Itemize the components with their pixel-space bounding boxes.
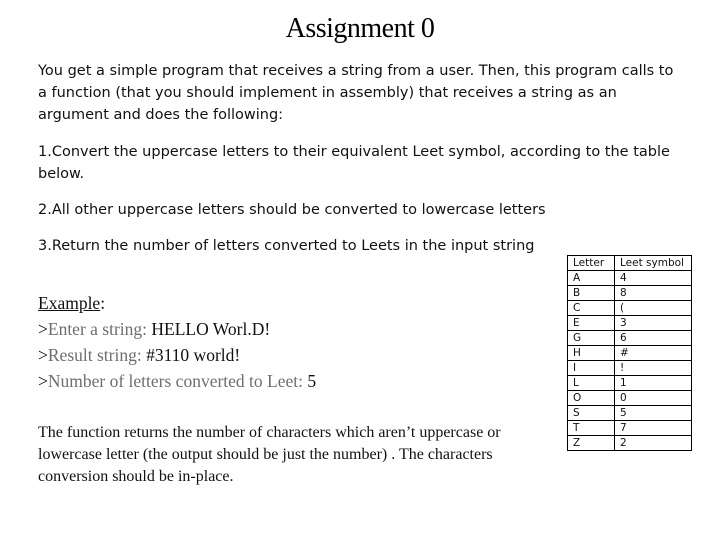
- leet-cell: 6: [615, 331, 692, 346]
- leet-cell: 7: [615, 421, 692, 436]
- letter-cell: T: [568, 421, 615, 436]
- prompt-marker: >: [38, 371, 48, 391]
- header-leet-symbol: Leet symbol: [615, 256, 692, 271]
- example-count-value: 5: [307, 371, 317, 391]
- example-input-line: [38, 316, 316, 342]
- table-row: [568, 286, 692, 301]
- leet-cell: !: [615, 361, 692, 376]
- prompt-marker: >: [38, 345, 48, 365]
- prompt-marker: >: [38, 319, 48, 339]
- leet-cell: 1: [615, 376, 692, 391]
- table-row: [568, 331, 692, 346]
- page-title: Assignment 0: [285, 13, 435, 44]
- table-row: [568, 346, 692, 361]
- example-result-line: [38, 342, 316, 368]
- table-row: [568, 271, 692, 286]
- example-result-label: Result string:: [47, 345, 147, 365]
- example-heading-text: Example: [38, 293, 101, 313]
- leet-cell: (: [615, 301, 692, 316]
- intro-paragraph: You get a simple program that receives a string from a user. Then, this program calls to a function (that you should implement in assembly) that receives a string as an argument and does the following:: [38, 63, 674, 123]
- letter-cell: B: [568, 286, 615, 301]
- table-row: [568, 361, 692, 376]
- example-heading-colon: :: [100, 293, 106, 313]
- leet-cell: 4: [615, 271, 692, 286]
- letter-cell: G: [568, 331, 615, 346]
- letter-cell: A: [568, 271, 615, 286]
- letter-cell: H: [568, 346, 615, 361]
- rule-3: 3.Return the number of letters converted to Leets in the input string: [38, 238, 535, 254]
- table-row: [568, 406, 692, 421]
- leet-cell: 0: [615, 391, 692, 406]
- leet-cell: 2: [615, 436, 692, 451]
- example-result-value: #3110 world!: [146, 345, 241, 365]
- leet-cell: 5: [615, 406, 692, 421]
- rule-2: 2.All other uppercase letters should be converted to lowercase letters: [38, 202, 546, 218]
- table-row: [568, 391, 692, 406]
- function-note: The function returns the number of characters which aren’t uppercase or lowercase letter (the output should be just the number) . The characters conversion should be in-place.: [38, 424, 501, 485]
- leet-cell: 3: [615, 316, 692, 331]
- table-row: [568, 376, 692, 391]
- leet-cell: #: [615, 346, 692, 361]
- example-input-label: Enter a string:: [47, 319, 152, 339]
- table-row: [568, 316, 692, 331]
- leet-cell: 8: [615, 286, 692, 301]
- table-header-row: [568, 256, 692, 271]
- letter-cell: C: [568, 301, 615, 316]
- table-row: [568, 301, 692, 316]
- leet-table: [567, 255, 692, 451]
- example-count-label: Number of letters converted to Leet:: [47, 371, 308, 391]
- rule-1: 1.Convert the uppercase letters to their equivalent Leet symbol, according to the table below.: [38, 144, 670, 182]
- letter-cell: E: [568, 316, 615, 331]
- letter-cell: O: [568, 391, 615, 406]
- example-count-line: [38, 368, 316, 394]
- letter-cell: S: [568, 406, 615, 421]
- table-row: [568, 421, 692, 436]
- letter-cell: Z: [568, 436, 615, 451]
- example-input-value: HELLO Worl.D!: [151, 319, 271, 339]
- letter-cell: L: [568, 376, 615, 391]
- header-letter: Letter: [568, 256, 615, 271]
- table-row: [568, 436, 692, 451]
- example-block: [38, 290, 316, 394]
- letter-cell: I: [568, 361, 615, 376]
- example-heading: [38, 290, 316, 316]
